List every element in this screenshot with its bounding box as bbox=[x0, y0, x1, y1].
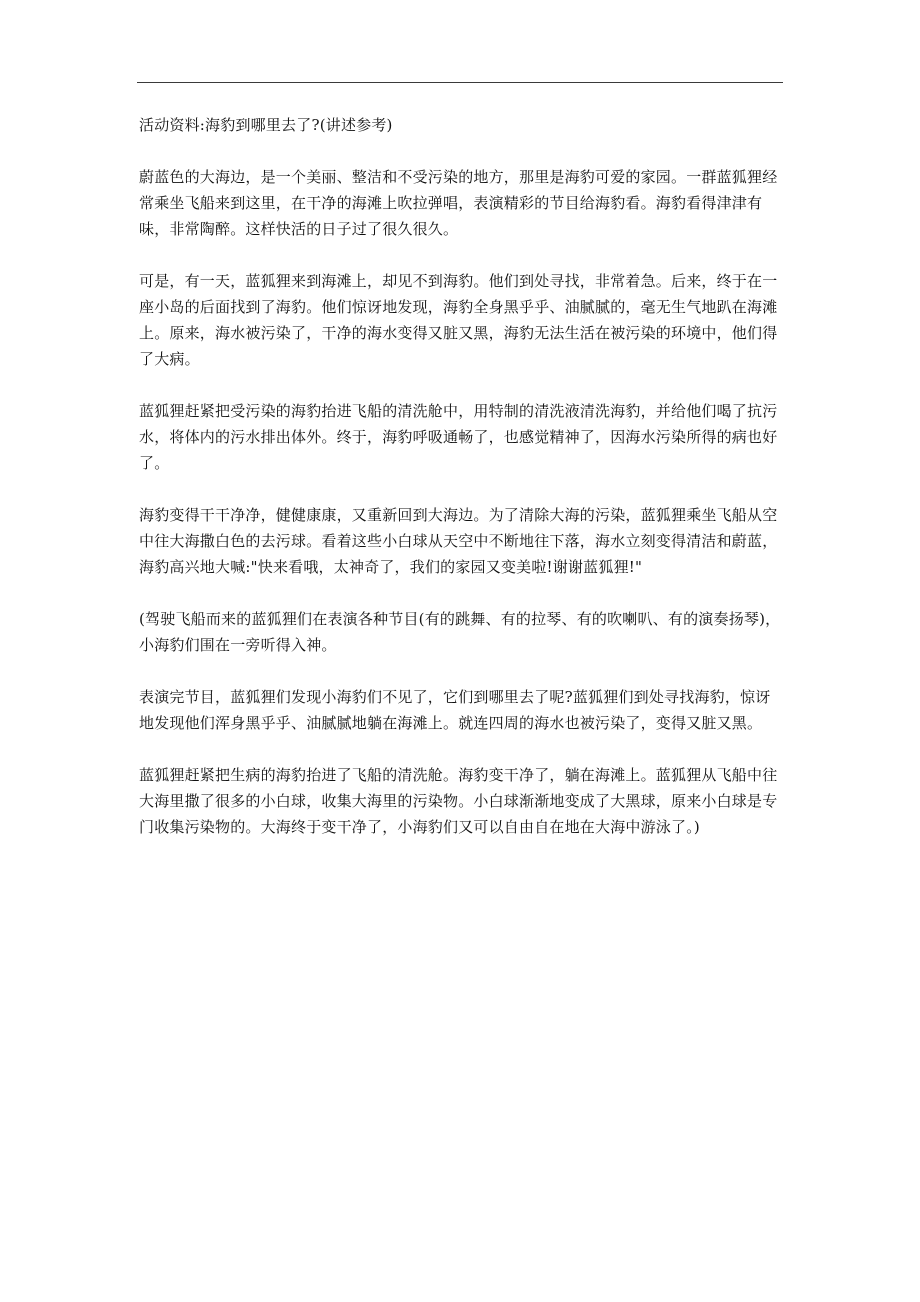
paragraph-2: 可是，有一天，蓝狐狸来到海滩上，却见不到海豹。他们到处寻找，非常着急。后来，终于在一座小岛的后面找到了海豹。他们惊讶地发现，海豹全身黑乎乎、油腻腻的，毫无生气地趴在海滩上。原来，海水被污染了，干净的海水变得又脏又黑，海豹无法生活在被污染的环境中，他们得了大病。 bbox=[139, 272, 778, 368]
document-title: 活动资料:海豹到哪里去了?(讲述参考) bbox=[139, 116, 393, 134]
header-rule bbox=[137, 82, 783, 83]
paragraph-6: 表演完节目，蓝狐狸们发现小海豹们不见了，它们到哪里去了呢?蓝狐狸们到处寻找海豹，惊讶地发现他们浑身黑乎乎、油腻腻地躺在海滩上。就连四周的海水也被污染了，变得又脏又黑。 bbox=[139, 688, 771, 732]
paragraph-1: 蔚蓝色的大海边，是一个美丽、整洁和不受污染的地方，那里是海豹可爱的家园。一群蓝狐狸经常乘坐飞船来到这里，在干净的海滩上吹拉弹唱，表演精彩的节目给海豹看。海豹看得津津有味，非常陶醉。这样快活的日子过了很久很久。 bbox=[139, 168, 778, 238]
document-body bbox=[139, 112, 785, 866]
paragraph-3: 蓝狐狸赶紧把受污染的海豹抬进飞船的清洗舱中，用特制的清洗液清洗海豹，并给他们喝了抗污水，将体内的污水排出体外。终于，海豹呼吸通畅了，也感觉精神了，因海水污染所得的病也好了。 bbox=[139, 402, 778, 472]
paragraph-7: 蓝狐狸赶紧把生病的海豹抬进了飞船的清洗舱。海豹变干净了，躺在海滩上。蓝狐狸从飞船中往大海里撒了很多的小白球，收集大海里的污染物。小白球渐渐地变成了大黑球，原来小白球是专门收集污染物的。大海终于变干净了，小海豹们又可以自由自在地在大海中游泳了。) bbox=[139, 766, 778, 836]
paragraph-5: (驾驶飞船而来的蓝狐狸们在表演各种节目(有的跳舞、有的拉琴、有的吹喇叭、有的演奏扬琴)，小海豹们围在一旁听得入神。 bbox=[139, 610, 781, 654]
paragraph-4: 海豹变得干干净净，健健康康，又重新回到大海边。为了清除大海的污染，蓝狐狸乘坐飞船从空中往大海撒白色的去污球。看着这些小白球从天空中不断地往下落，海水立刻变得清洁和蔚蓝，海豹高兴地大喊:"快来看哦，太神奇了，我们的家园又变美啦!谢谢蓝狐狸!" bbox=[139, 506, 778, 576]
